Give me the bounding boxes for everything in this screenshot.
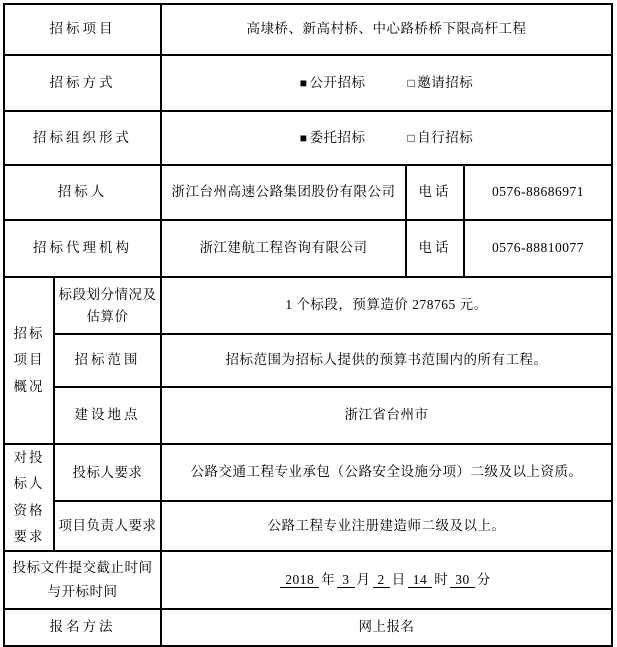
option-self-bidding-label: 自行招标	[417, 129, 474, 145]
deadline-year-unit: 年	[321, 571, 336, 587]
row-agency	[4, 220, 612, 277]
manager-requirement-label: 项目负责人要求	[54, 501, 161, 552]
deadline-month: 3	[337, 572, 354, 588]
row-project	[4, 4, 612, 55]
deadline-value	[161, 551, 612, 609]
row-bidder-requirement	[4, 444, 612, 501]
deadline-minute: 30	[450, 572, 475, 588]
deadline-hour-unit: 时	[434, 571, 449, 587]
row-location	[4, 387, 612, 444]
scope-label: 招标范围	[54, 334, 161, 387]
row-registration	[4, 609, 612, 646]
option-invited-bidding	[408, 73, 474, 94]
option-public-bidding-label: 公开招标	[309, 74, 366, 90]
method-label: 招标方式	[4, 55, 161, 111]
tenderer-name: 浙江台州高速公路集团股份有限公司	[161, 165, 406, 220]
tenderer-phone-label: 电话	[406, 165, 464, 220]
agency-phone-number: 0576-88810077	[464, 220, 612, 277]
row-organization-form	[4, 111, 612, 165]
row-bidding-method	[4, 55, 612, 111]
manager-requirement-value: 公路工程专业注册建造师二级及以上。	[161, 501, 612, 552]
agency-phone-label: 电话	[406, 220, 464, 277]
deadline-month-unit: 月	[356, 571, 371, 587]
agency-name: 浙江建航工程咨询有限公司	[161, 220, 406, 277]
qualification-group-label: 对投标人资格要求	[4, 444, 54, 551]
project-overview-group-label: 招标项目概况	[4, 277, 54, 444]
bidder-requirement-label: 投标人要求	[54, 444, 161, 501]
option-entrusted-bidding-label: 委托招标	[309, 129, 366, 145]
project-label: 招标项目	[4, 4, 161, 55]
registration-label: 报名方法	[4, 609, 161, 646]
deadline-label: 投标文件提交截止时间与开标时间	[4, 551, 161, 609]
registration-value: 网上报名	[161, 609, 612, 646]
tenderer-label: 招标人	[4, 165, 161, 220]
checkbox-unchecked-icon: □	[407, 75, 416, 90]
location-value: 浙江省台州市	[161, 387, 612, 444]
deadline-hour: 14	[408, 572, 433, 588]
deadline-day: 2	[373, 572, 390, 588]
row-deadline	[4, 551, 612, 609]
project-value: 高埭桥、新高村桥、中心路桥桥下限高杆工程	[161, 4, 612, 55]
deadline-year: 2018	[280, 572, 319, 588]
row-manager-requirement	[4, 501, 612, 552]
row-scope	[4, 334, 612, 387]
location-label: 建设地点	[54, 387, 161, 444]
option-entrusted-bidding	[300, 128, 366, 149]
bidder-requirement-value: 公路交通工程专业承包（公路安全设施分项）二级及以上资质。	[161, 444, 612, 501]
option-invited-bidding-label: 邀请招标	[417, 74, 474, 90]
method-options	[161, 55, 612, 111]
org-form-label: 招标组织形式	[4, 111, 161, 165]
option-public-bidding	[300, 73, 366, 94]
row-tenderer	[4, 165, 612, 220]
sections-label: 标段划分情况及估算价	[54, 277, 161, 334]
scope-value: 招标范围为招标人提供的预算书范围内的所有工程。	[161, 334, 612, 387]
deadline-minute-unit: 分	[476, 571, 491, 587]
checkbox-checked-icon: ■	[299, 75, 308, 90]
row-sections	[4, 277, 612, 334]
sections-value: 1 个标段，预算造价 278765 元。	[161, 277, 612, 334]
tenderer-phone-number: 0576-88686971	[464, 165, 612, 220]
bidding-info-table	[3, 3, 613, 647]
checkbox-checked-icon: ■	[299, 130, 308, 145]
deadline-day-unit: 日	[391, 571, 406, 587]
checkbox-unchecked-icon: □	[407, 130, 416, 145]
option-self-bidding	[408, 128, 474, 149]
org-form-options	[161, 111, 612, 165]
agency-label: 招标代理机构	[4, 220, 161, 277]
